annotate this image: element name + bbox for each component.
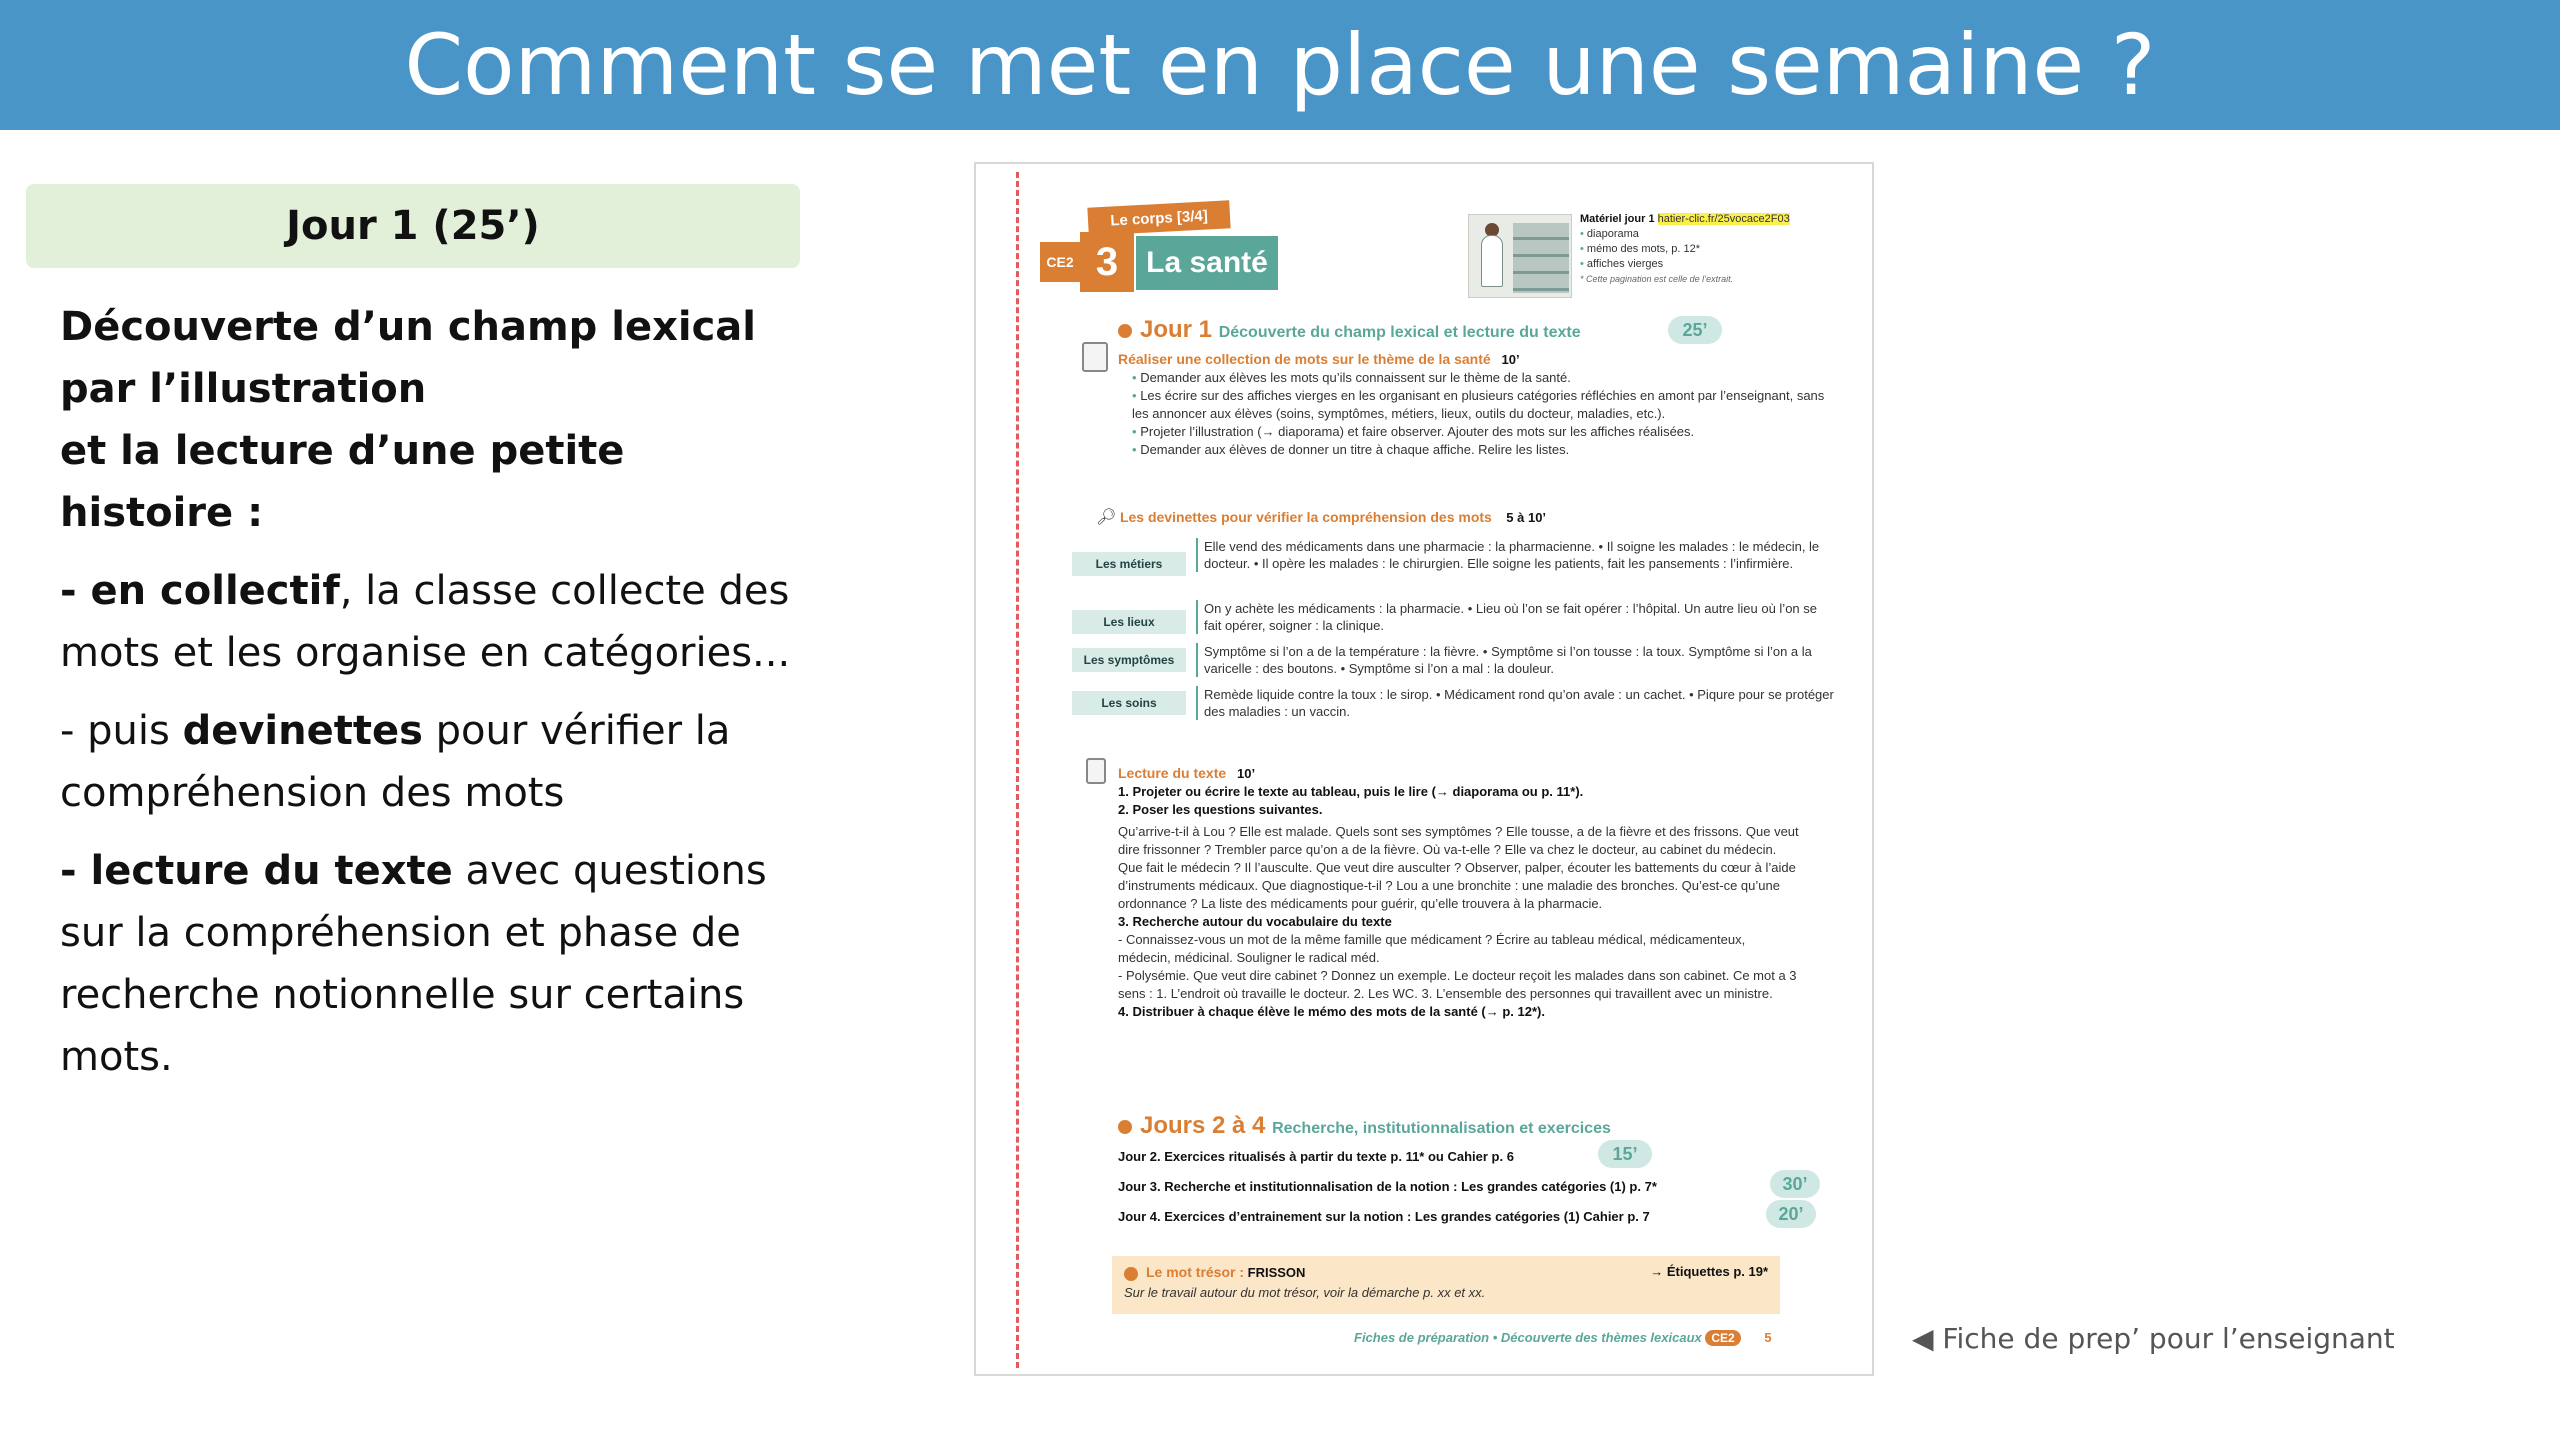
devinette-text: On y achète les médicaments : la pharmacie. • Lieu où l’on se fait opérer : l’hôpital. Un autre lieu où l’on se fait opérer, soigner : la clinique. xyxy=(1196,600,1836,634)
heading-line-1: Découverte d’un champ lexical par l’illustration xyxy=(60,304,756,412)
lecture-title: Lecture du texte xyxy=(1118,765,1227,781)
lecture-famille: - Connaissez-vous un mot de la même famille que médicament ? Écrire au tableau médical, médicamenteux, médecin, médicinal. Souligner le radical méd. xyxy=(1118,932,1746,965)
jour1-title: Jour 1 xyxy=(1140,316,1213,343)
materiel-box: Matériel jour 1 hatier-clic.fr/25vocace2F03 • diaporama • mémo des mots, p. 12* • affiches vierges * Cette pagination est celle de l’extrait. xyxy=(1580,212,1850,287)
collection-item: Demander aux élèves de donner un titre à chaque affiche. Relire les listes. xyxy=(1140,442,1570,457)
lecture-step: 3. Recherche autour du vocabulaire du texte xyxy=(1118,914,1392,929)
day-label: Jour 1 (25’) xyxy=(286,203,540,249)
collection-item: Projeter l’illustration (→ diaporama) et faire observer. Ajouter des mots sur les affiches réalisées. xyxy=(1140,424,1695,439)
pharmacy-illustration xyxy=(1468,214,1572,298)
lecture-step: 2. Poser les questions suivantes. xyxy=(1118,802,1323,817)
jours24-heading xyxy=(1118,1112,1611,1140)
point-collectif-bold: - en collectif xyxy=(60,568,340,614)
devinette-label: Les soins xyxy=(1072,691,1186,715)
lecture-section xyxy=(1118,764,1800,1021)
point-collectif-text: , la classe collecte des mots et les organise en catégories... xyxy=(60,568,791,676)
lecture-step: 1. Projeter ou écrire le texte au tableau, puis le lire (→ diaporama ou p. 11*). xyxy=(1118,784,1584,799)
devinettes-title: Les devinettes pour vérifier la compréhension des mots xyxy=(1119,509,1492,525)
left-description xyxy=(60,296,800,1104)
jour1-heading xyxy=(1118,316,1581,344)
jour-line: Jour 3. Recherche et institutionnalisation de la notion : Les grandes catégories (1) p. 7* xyxy=(1118,1179,1657,1194)
devinette-text: Remède liquide contre la toux : le sirop. • Médicament rond qu’on avale : un cachet. • Piqure pour se protéger des maladies : un vaccin. xyxy=(1196,686,1836,720)
tresor-word: FRISSON xyxy=(1247,1265,1306,1280)
point-collectif xyxy=(60,560,800,684)
level-tag: CE2 xyxy=(1040,242,1080,282)
footer-level: CE2 xyxy=(1705,1330,1740,1346)
materiel-item: diaporama xyxy=(1586,228,1639,240)
jour-time-badge: 20’ xyxy=(1766,1200,1816,1228)
jours24-subtitle: Recherche, institutionnalisation et exercices xyxy=(1272,1120,1611,1137)
materiel-note: * Cette pagination est celle de l’extrait. xyxy=(1580,274,1734,284)
title-banner xyxy=(0,0,2560,130)
page-number: 5 xyxy=(1764,1330,1772,1345)
tresor-ref: → Étiquettes p. 19* xyxy=(1650,1264,1768,1279)
collection-section: Réaliser une collection de mots sur le thème de la santé 10’ • Demander aux élèves les mots qu’ils connaissent sur le thème de la santé. • Les écrire sur des affiches vierges en les organisant en plusieurs catégories réfléchies en amont par l’enseignant, sans les annoncer aux élèves (soins, symptômes, métiers, lieux, outils du docteur, maladies, etc.). • Projeter l’illustration (→ diaporama) et faire observer. Ajouter des mots sur les affiches réalisées. • Demander aux élèves de donner un titre à chaque affiche. Relire les listes. xyxy=(1118,351,1825,457)
description-heading xyxy=(60,296,800,544)
point-lecture-text: avec questions sur la compréhension et phase de recherche notionnelle sur certains mots. xyxy=(60,848,767,1080)
unit-title: La santé xyxy=(1136,236,1278,290)
lecture-questions: Qu’arrive-t-il à Lou ? Elle est malade. Quels sont ses symptômes ? Elle tousse, a de la fièvre et des frissons. Que veut dire frissonner ? Trembler parce qu’on a de la fièvre. Où va-t-elle ? Elle va chez le docteur, au cabinet du médecin. Que fait le médecin ? Il l’ausculte. Que veut dire ausculter ? Observer, palper, écouter les battements du cœur à l’aide d’instruments médicaux. Que diagnostique-t-il ? Lou a une bronchite : une maladie des bronches. Qu’est-ce qu’une ordonnance ? La liste des médicaments pour guérir, qu’elle trouvera à la pharmacie. xyxy=(1118,824,1799,911)
slide-title: Comment se met en place une semaine ? xyxy=(404,16,2156,114)
theme-tag: Le corps [3/4] xyxy=(1087,200,1230,235)
tresor-note: Sur le travail autour du mot trésor, voir la démarche p. xx et xx. xyxy=(1124,1285,1486,1300)
point-devinettes-bold: devinettes xyxy=(182,708,423,754)
doctor-body-graphic xyxy=(1481,235,1503,287)
margin-line xyxy=(1016,172,1019,1368)
day-box xyxy=(26,184,800,268)
jour-time-badge: 30’ xyxy=(1770,1170,1820,1198)
heading-line-2: et la lecture d’une petite histoire : xyxy=(60,428,625,536)
document-caption: ◀ Fiche de prep’ pour l’enseignant xyxy=(1912,1322,2395,1355)
lecture-polysemie: - Polysémie. Que veut dire cabinet ? Donnez un exemple. Le docteur reçoit les malades dans son cabinet. Ce mot a 3 sens : 1. L’endroit où travaille le docteur. 2. Les WC. 3. L’ensemble des personnes qui travaillent avec un ministre. xyxy=(1118,968,1797,1001)
jour1-subtitle: Découverte du champ lexical et lecture du texte xyxy=(1218,324,1581,341)
jours24-title: Jours 2 à 4 xyxy=(1140,1112,1266,1139)
collection-item: Les écrire sur des affiches vierges en les organisant en plusieurs catégories réfléchies en amont par l’enseignant, sans les annoncer aux élèves (soins, symptômes, métiers, lieux, outils du docteur, maladies, etc.). xyxy=(1132,388,1825,421)
notebook-icon xyxy=(1082,342,1108,372)
jour-line: Jour 4. Exercices d’entrainement sur la notion : Les grandes catégories (1) Cahier p. 7 xyxy=(1118,1209,1650,1224)
lecture-time: 10’ xyxy=(1236,766,1256,781)
mot-tresor-box xyxy=(1112,1256,1780,1314)
point-lecture xyxy=(60,840,800,1088)
point-lecture-bold: - lecture du texte xyxy=(60,848,453,894)
lecture-step: 4. Distribuer à chaque élève le mémo des mots de la santé (→ p. 12*). xyxy=(1118,1004,1545,1019)
materiel-link[interactable]: hatier-clic.fr/25vocace2F03 xyxy=(1657,213,1790,225)
point-devinettes-text: pour vérifier la compréhension des mots xyxy=(60,708,731,816)
jour-time-badge: 15’ xyxy=(1598,1140,1652,1168)
tresor-label: Le mot trésor : xyxy=(1146,1264,1245,1280)
bullet-icon xyxy=(1118,1120,1132,1134)
jour1-time-badge: 25’ xyxy=(1668,316,1722,344)
collection-time: 10’ xyxy=(1501,352,1520,367)
unit-number: 3 xyxy=(1080,232,1134,292)
devinette-label: Les symptômes xyxy=(1072,648,1186,672)
footer-text: Fiches de préparation • Découverte des thèmes lexicaux xyxy=(1354,1330,1702,1345)
magnifier-icon: 🔎︎ xyxy=(1096,509,1117,526)
devinettes-time: 5 à 10’ xyxy=(1506,510,1547,525)
jour-line: Jour 2. Exercices ritualisés à partir du texte p. 11* ou Cahier p. 6 xyxy=(1118,1149,1514,1164)
devinettes-heading xyxy=(1096,508,1836,527)
bullet-icon xyxy=(1118,324,1132,338)
point-devinettes xyxy=(60,700,800,824)
page-footer xyxy=(1354,1330,1824,1346)
devinette-text: Elle vend des médicaments dans une pharmacie : la pharmacienne. • Il soigne les malades : le médecin, le docteur. • Il opère les malades : le chirurgien. Elle soigne les patients, fait les pansements : l’infirmière. xyxy=(1196,538,1836,572)
devinette-text: Symptôme si l’on a de la température : la fièvre. • Symptôme si l’on tousse : la toux. Symptôme si l’on a la varicelle : des boutons. • Symptôme si l’on a mal : la douleur. xyxy=(1196,643,1836,677)
devinette-label: Les lieux xyxy=(1072,610,1186,634)
materiel-item: affiches vierges xyxy=(1586,258,1664,270)
devinette-label: Les métiers xyxy=(1072,552,1186,576)
shelf-graphic xyxy=(1513,223,1569,293)
materiel-item: mémo des mots, p. 12* xyxy=(1586,243,1701,255)
materiel-title: Matériel jour 1 xyxy=(1580,213,1655,225)
collection-title: Réaliser une collection de mots sur le thème de la santé xyxy=(1118,351,1491,367)
question-card-icon xyxy=(1086,758,1106,784)
point-devinettes-start: - puis xyxy=(60,708,183,754)
bullet-icon xyxy=(1124,1267,1138,1281)
prep-sheet-page xyxy=(974,162,1874,1376)
collection-item: Demander aux élèves les mots qu’ils connaissent sur le thème de la santé. xyxy=(1140,370,1571,385)
